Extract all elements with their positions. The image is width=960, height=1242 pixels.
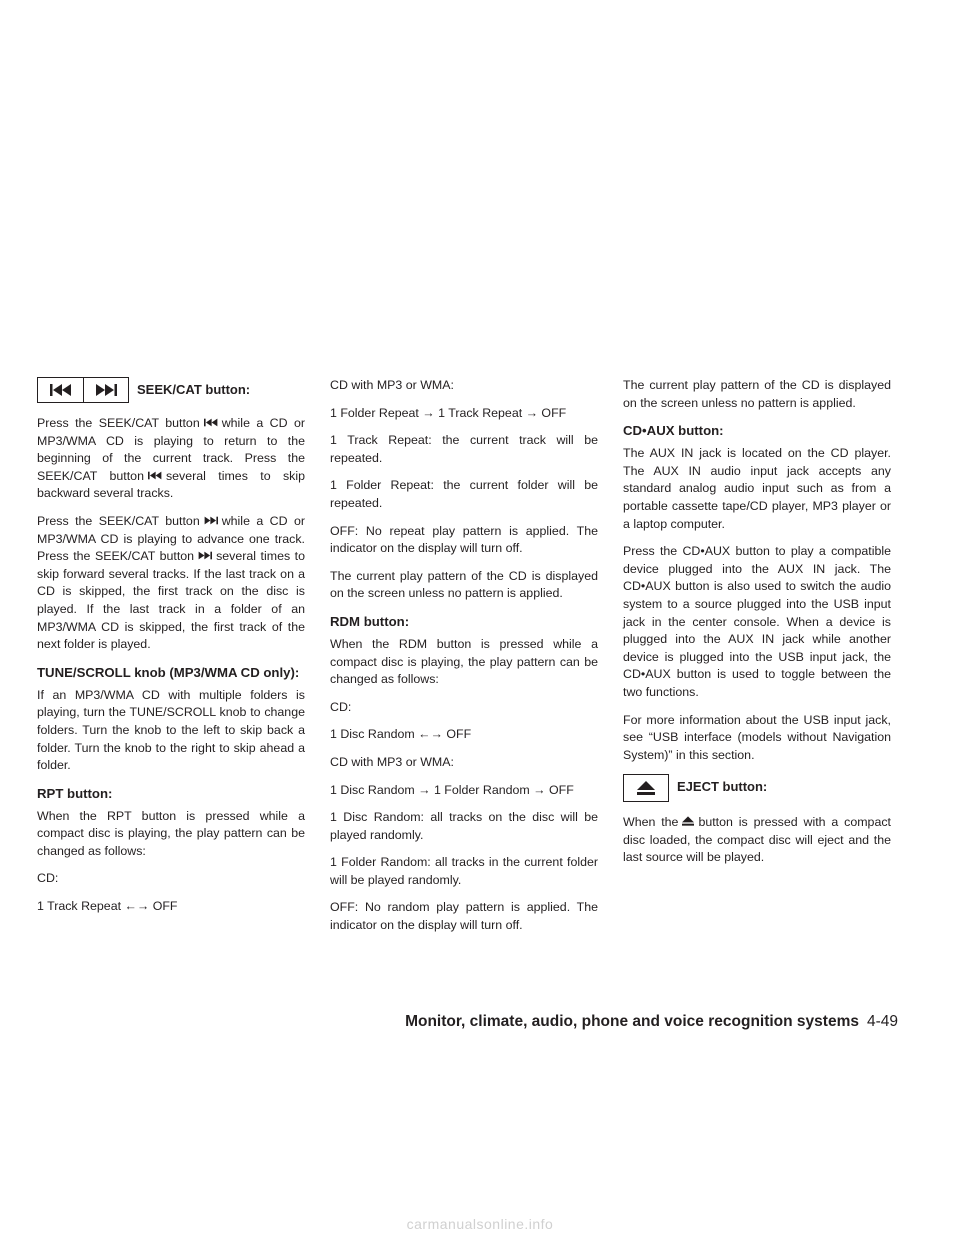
eject-paragraph: When the button is pressed with a compact disc loaded, the compact disc will eject and the last source will be played. [623,815,891,865]
rpt-cd-pattern: 1 Track Repeat ←→ OFF [37,899,178,914]
tune-scroll-paragraph: If an MP3/WMA CD with multiple folders is playing, turn the TUNE/SCROLL knob to change folders. Turn the knob to the left to skip back a folder. Turn the knob to the right to skip ahead a folder. [37,687,305,773]
eject-icon [623,774,669,802]
seek-back-icon [37,377,83,403]
section-title: Monitor, climate, audio, phone and voice recognition systems [405,1013,859,1030]
rpt-off-desc: OFF: No repeat play pattern is applied. The indicator on the display will turn off. [330,523,598,556]
rdm-heading: RDM button: [330,613,410,629]
seek-back-icon [204,415,218,433]
rdm-mp3-label: CD with MP3 or WMA: [330,754,454,769]
usb-reference-paragraph: For more information about the USB input jack, see “USB interface (models without Navigation System)” in this section. [623,712,891,762]
seek-forward-icon [204,513,218,531]
seek-cat-heading: SEEK/CAT button: [137,382,251,397]
aux-in-paragraph: The AUX IN jack is located on the CD player. The AUX IN audio input jack accepts any standard analog audio input such as from a portable cassette tape/CD player, MP3 player or a laptop computer. [623,446,891,531]
column-3 [623,377,891,877]
rpt-mp3-label: CD with MP3 or WMA: [330,378,454,392]
rdm-folder-desc: 1 Folder Random: all tracks in the current folder will be played randomly. [330,855,598,887]
column-1 [37,377,305,926]
seek-back-paragraph: Press the SEEK/CAT button while a CD or MP3/WMA CD is playing to return to the beginning of the current track. Press the SEEK/CAT button several times to skip backward several tracks. [37,416,305,501]
seek-forward-paragraph: Press the SEEK/CAT button while a CD or MP3/WMA CD is playing to advance one track. Press the SEEK/CAT button several times to skip forward several tracks. If the last track on a CD is skipped, the first track on the disc is played. If the last track in a folder of an MP3/WMA CD is skipped, the first track of the next folder is played. [37,513,306,652]
seek-cat-button-row [37,377,305,403]
rpt-folder-desc: 1 Folder Repeat: the current folder will be repeated. [330,478,598,510]
rdm-off-desc: OFF: No random play pattern is applied. The indicator on the display will turn off. [330,900,598,933]
rdm-cd-label: CD: [330,699,352,714]
rdm-disc-desc: 1 Disc Random: all tracks on the disc will be played randomly. [330,810,598,842]
rpt-track-desc: 1 Track Repeat: the current track will be repeated. [330,433,598,465]
rpt-heading: RPT button: [37,785,113,801]
rdm-cd-pattern: 1 Disc Random ←→ OFF [330,727,472,742]
seek-forward-icon [83,377,129,403]
seek-back-icon [148,468,162,486]
eject-heading: EJECT button: [677,779,768,795]
tune-scroll-heading: TUNE/SCROLL knob (MP3/WMA CD only): [37,664,300,680]
watermark: carmanualsonline.info [406,1216,554,1232]
rpt-paragraph: When the RPT button is pressed while a compact disc is playing, the play pattern can be changed as follows: [37,808,305,858]
rdm-mp3-pattern: 1 Disc Random → 1 Folder Random → OFF [330,782,574,797]
eject-button-row [623,774,891,802]
column-2 [330,377,598,945]
rpt-cd-label: CD: [37,871,59,886]
rpt-mp3-pattern: 1 Folder Repeat → 1 Track Repeat → OFF [330,405,567,420]
page-number: 4-49 [866,1013,898,1030]
page-footer [405,1013,898,1031]
rdm-paragraph: When the RDM button is pressed while a compact disc is playing, the play pattern can be changed as follows: [330,636,598,687]
cd-aux-paragraph: Press the CD•AUX button to play a compatible device plugged into the AUX IN jack. The CD•AUX button is also used to switch the audio system to a source plugged into the USB input jack in the center console. When a device is plugged into the AUX IN jack while another device is plugged into the USB input jack, the CD•AUX button is used to toggle between the two functions. [623,544,891,699]
rpt-display-note: The current play pattern of the CD is displayed on the screen unless no pattern is applied. [330,568,598,601]
rdm-display-note: The current play pattern of the CD is displayed on the screen unless no pattern is applied. [623,378,891,410]
cd-aux-heading: CD•AUX button: [623,423,724,439]
seek-forward-icon [198,548,212,566]
eject-icon [682,814,694,832]
